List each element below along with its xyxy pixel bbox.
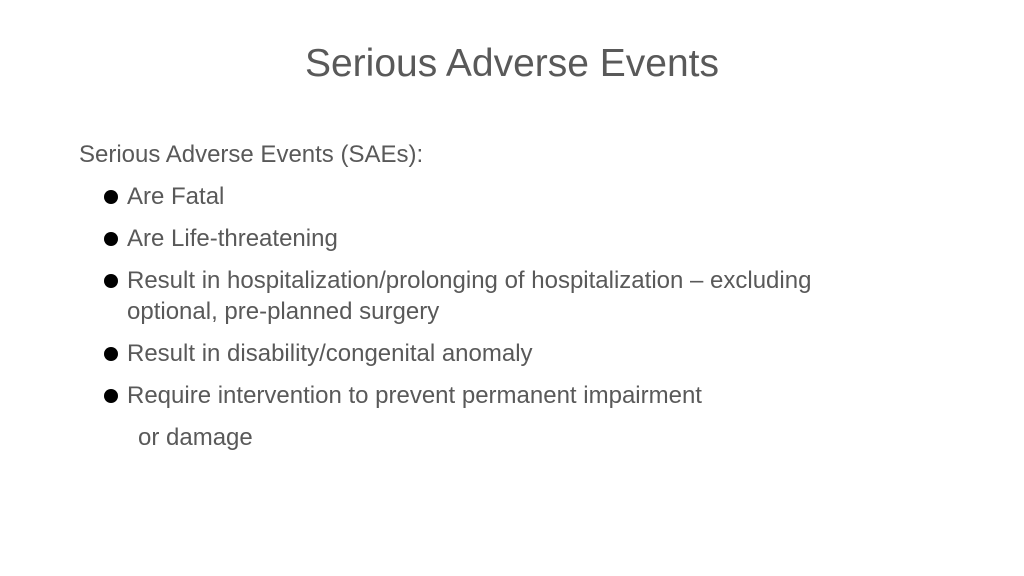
bullet-item: [101, 380, 901, 411]
bullet-text: Result in disability/congenital anomaly: [127, 340, 533, 367]
bullet-dot-icon: [104, 347, 118, 361]
bullet-list: [101, 181, 901, 422]
bullet-text: Are Life-threatening: [127, 225, 338, 252]
bullet-item: [101, 223, 901, 254]
bullet-text: Require intervention to prevent permanent impairment: [127, 382, 702, 409]
bullet-dot-icon: [104, 274, 118, 288]
bullet-dot-icon: [104, 389, 118, 403]
continuation-text: or damage: [138, 424, 253, 451]
bullet-text: Are Fatal: [127, 183, 225, 210]
bullet-dot-icon: [104, 190, 118, 204]
bullet-item: [101, 181, 901, 212]
intro-text: Serious Adverse Events (SAEs):: [79, 141, 424, 168]
slide-title: Serious Adverse Events: [304, 42, 720, 85]
bullet-dot-icon: [104, 232, 118, 246]
bullet-text: Result in hospitalization/prolonging of hospitalization – excluding optional, pre-planned surgery: [127, 267, 812, 325]
bullet-item: [101, 265, 901, 327]
bullet-item: [101, 338, 901, 369]
